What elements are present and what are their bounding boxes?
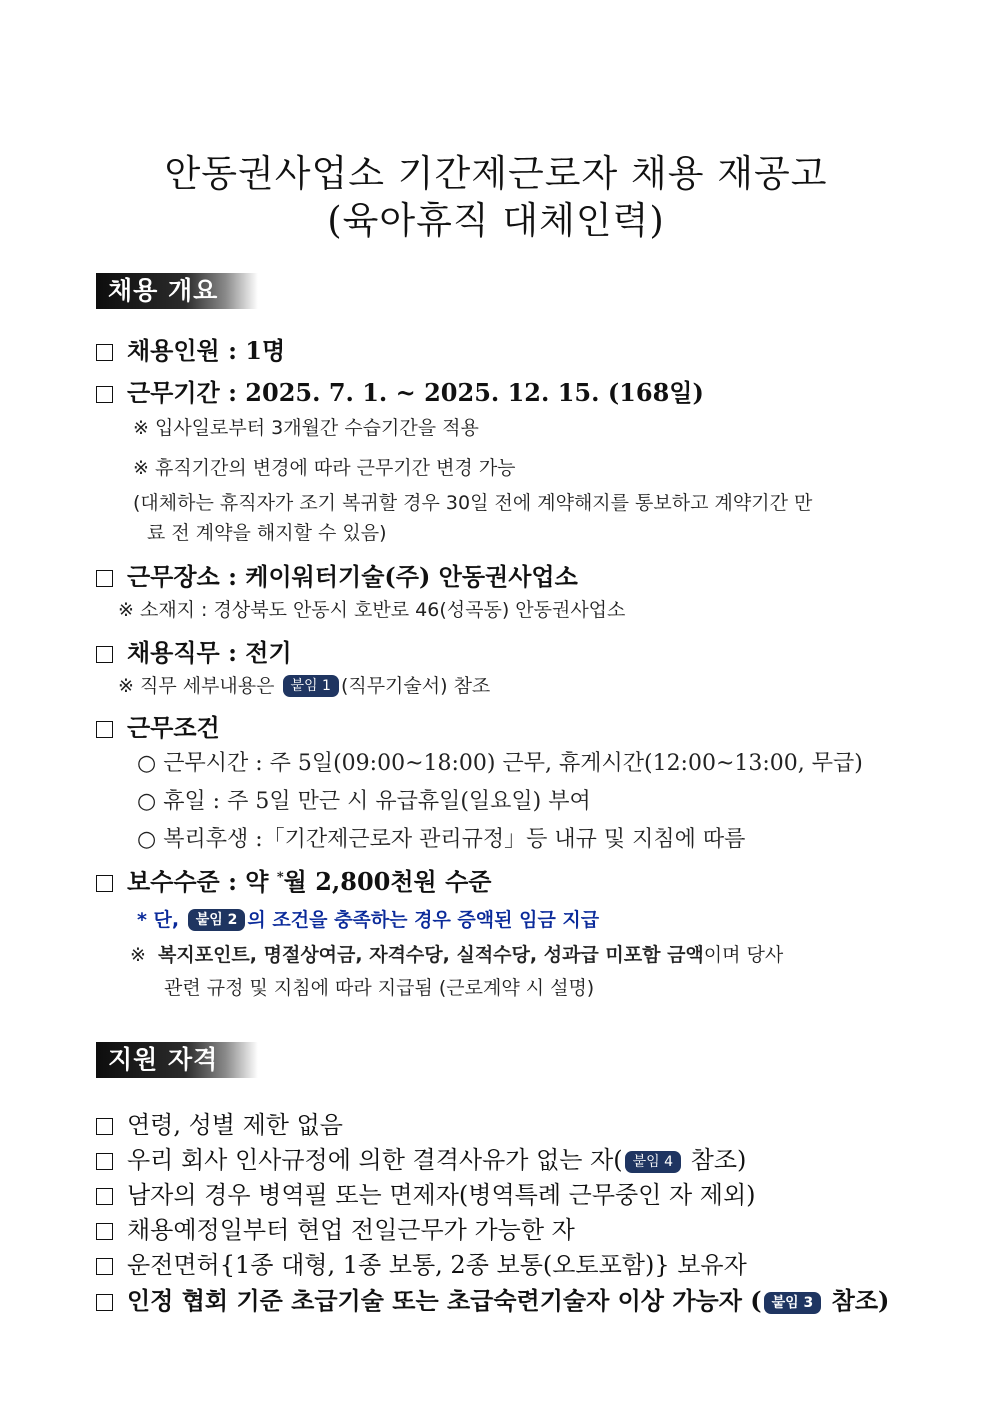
job-item xyxy=(96,633,292,668)
checkbox-icon xyxy=(96,386,113,403)
attachment-badge-1: 붙임 1 xyxy=(283,675,339,697)
period-text: 근무기간 : 2025. 7. 1. ~ 2025. 12. 15. (168일) xyxy=(127,378,704,407)
qualification-license-text: 운전면허{1종 대형, 1종 보통, 2종 보통(오토포함)} 보유자 xyxy=(127,1251,747,1279)
checkbox-icon xyxy=(96,1153,113,1170)
checkbox-icon xyxy=(96,721,113,738)
pay-note-2-bold: 복지포인트, 명절상여금, 자격수당, 실적수당, 성과급 미포함 금액 xyxy=(158,944,704,966)
job-note-suffix: (직무기술서) 참조 xyxy=(340,675,491,697)
pay-note-1-text: * 단, xyxy=(137,909,180,931)
location-item xyxy=(96,557,578,592)
qualification-age-text: 연령, 성별 제한 없음 xyxy=(127,1111,343,1139)
period-note-2: ※ 휴직기간의 변경에 따라 근무기간 변경 가능 xyxy=(133,457,516,479)
condition-hours: ○ 근무시간 : 주 5일(09:00~18:00) 근무, 휴게시간(12:00~13:00, 무급) xyxy=(137,751,863,776)
qualification-license xyxy=(96,1245,747,1280)
section-heading-overview: 채용 개요 xyxy=(96,273,258,309)
headcount-item xyxy=(96,331,285,366)
qualification-age xyxy=(96,1105,343,1140)
qualification-military xyxy=(96,1175,756,1210)
section-heading-qualifications: 지원 자격 xyxy=(96,1042,258,1078)
checkbox-icon xyxy=(96,570,113,587)
attachment-badge-2: 붙임 2 xyxy=(188,909,246,931)
job-text: 채용직무 : 전기 xyxy=(127,638,292,667)
qualification-technician-text: 인정 협회 기준 초급기술 또는 초급숙련기술자 이상 가능자 ( xyxy=(127,1286,762,1315)
condition-welfare: ○ 복리후생 :「기간제근로자 관리규정」등 내규 및 지침에 따름 xyxy=(137,827,746,852)
pay-note-1 xyxy=(137,905,599,932)
page-title-line2: (육아휴직 대체인력) xyxy=(327,199,665,242)
qualification-technician-suffix: 참조) xyxy=(823,1286,890,1315)
checkbox-icon xyxy=(96,1188,113,1205)
reference-mark: ※ xyxy=(130,944,146,966)
checkbox-icon xyxy=(96,344,113,361)
qualification-disqualification xyxy=(96,1140,746,1175)
checkbox-icon xyxy=(96,875,113,892)
qualification-disqualification-text: 우리 회사 인사규정에 의한 결격사유가 없는 자( xyxy=(127,1146,623,1174)
pay-item xyxy=(96,862,491,897)
pay-footnote-mark: * xyxy=(276,870,284,885)
checkbox-icon xyxy=(96,1118,113,1135)
pay-note-2 xyxy=(130,940,783,967)
checkbox-icon xyxy=(96,1223,113,1240)
page-title-line1: 안동권사업소 기간제근로자 채용 재공고 xyxy=(164,152,828,195)
period-item xyxy=(96,373,704,408)
job-note-text: ※ 직무 세부내용은 xyxy=(118,675,275,697)
qualification-fulltime xyxy=(96,1210,575,1245)
checkbox-icon xyxy=(96,646,113,663)
qualification-technician xyxy=(96,1281,889,1316)
conditions-text: 근무조건 xyxy=(127,713,220,742)
checkbox-icon xyxy=(96,1258,113,1275)
period-note-3-line1: (대체하는 휴직자가 조기 복귀할 경우 30일 전에 계약해지를 통보하고 계약기간 만 xyxy=(133,492,813,514)
condition-holiday: ○ 휴일 : 주 5일 만근 시 유급휴일(일요일) 부여 xyxy=(137,789,591,814)
qualification-military-text: 남자의 경우 병역필 또는 면제자(병역특례 근무중인 자 제외) xyxy=(127,1181,756,1209)
qualification-disqualification-suffix: 참조) xyxy=(683,1146,747,1174)
checkbox-icon xyxy=(96,1294,113,1311)
qualification-fulltime-text: 채용예정일부터 현업 전일근무가 가능한 자 xyxy=(127,1216,575,1244)
conditions-item xyxy=(96,708,220,743)
pay-note-2-rest: 이며 당사 xyxy=(703,944,784,966)
period-note-1: ※ 입사일로부터 3개월간 수습기간을 적용 xyxy=(133,417,479,439)
attachment-badge-3: 붙임 3 xyxy=(764,1292,822,1314)
headcount-text: 채용인원 : 1명 xyxy=(127,336,286,365)
pay-amount-text: 월 2,800천원 수준 xyxy=(283,867,492,896)
job-note xyxy=(118,671,490,698)
pay-note-1-suffix: 의 조건을 충족하는 경우 증액된 임금 지급 xyxy=(247,909,600,931)
location-text: 근무장소 : 케이워터기술(주) 안동권사업소 xyxy=(127,562,578,591)
pay-note-2-line2: 관련 규정 및 지침에 따라 지급됨 (근로계약 시 설명) xyxy=(164,977,595,999)
attachment-badge-4: 붙임 4 xyxy=(625,1151,681,1173)
location-note: ※ 소재지 : 경상북도 안동시 호반로 46(성곡동) 안동권사업소 xyxy=(118,599,626,621)
period-note-3-line2: 료 전 계약을 해지할 수 있음) xyxy=(147,522,387,544)
pay-text: 보수수준 : 약 xyxy=(127,867,269,896)
